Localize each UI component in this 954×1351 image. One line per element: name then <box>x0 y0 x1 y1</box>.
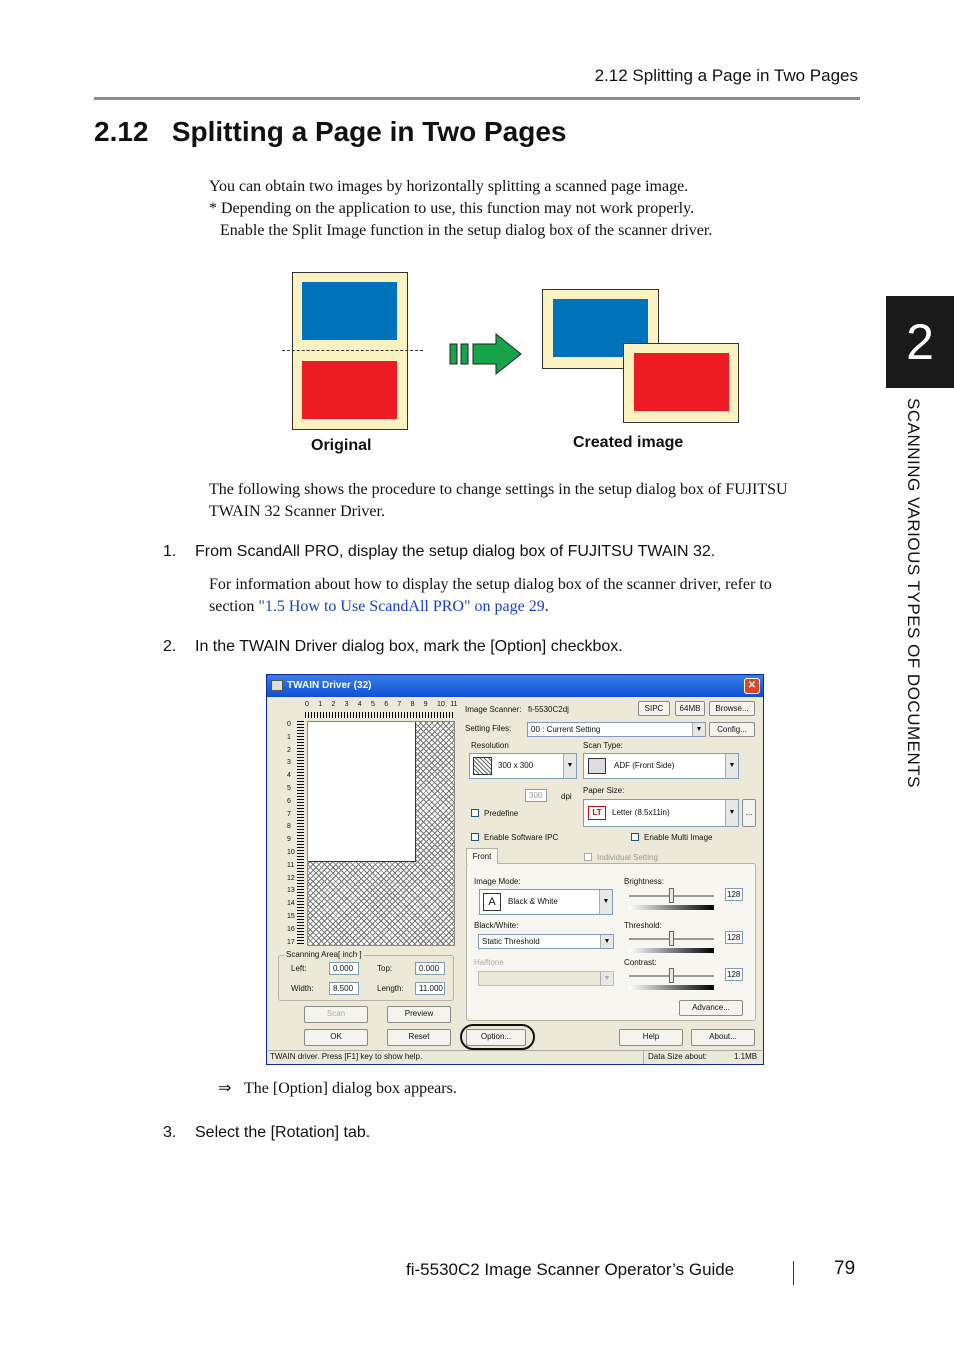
intro-line-2: * Depending on the application to use, this function may not work properly. <box>209 200 695 217</box>
created-red-block <box>634 353 729 411</box>
preview-page <box>308 722 416 862</box>
ruler-left-label: 15 <box>287 913 295 920</box>
enable-multi-image-label: Enable Multi Image <box>644 833 713 842</box>
original-blue-block <box>302 282 397 340</box>
original-label: Original <box>311 437 372 454</box>
resolution-label: Resolution <box>471 741 509 750</box>
result-text: The [Option] dialog box appears. <box>244 1080 457 1097</box>
dialog-title: TWAIN Driver (32) <box>287 680 372 691</box>
original-page <box>292 272 408 430</box>
ruler-left-label: 17 <box>287 938 295 946</box>
step-3-text: Select the [Rotation] tab. <box>195 1124 371 1141</box>
setting-files-label: Setting Files: <box>465 724 512 733</box>
intro-line-3: Enable the Split Image function in the setup dialog box of the scanner driver. <box>220 222 713 239</box>
ruler-left-label: 14 <box>287 900 295 908</box>
twain-driver-dialog <box>266 674 764 1065</box>
brightness-label: Brightness: <box>624 877 665 886</box>
scan-button[interactable]: Scan <box>304 1006 368 1023</box>
status-text: TWAIN driver. Press [F1] key to show help. <box>270 1052 423 1061</box>
ruler-top <box>305 701 458 721</box>
config-button[interactable]: Config... <box>709 722 755 737</box>
chevron-down-icon: ▼ <box>563 754 576 778</box>
resolution-value: 300 x 300 <box>498 761 534 770</box>
ok-button[interactable]: OK <box>304 1029 368 1046</box>
predefine-checkbox[interactable] <box>471 809 479 817</box>
header-rule <box>94 97 860 100</box>
enable-multi-image-checkbox[interactable] <box>631 833 639 841</box>
width-label: Width: <box>291 984 314 993</box>
ruler-left-label: 12 <box>287 874 295 882</box>
paper-size-select[interactable] <box>583 799 739 827</box>
status-bar <box>268 1050 762 1064</box>
chevron-down-icon: ▼ <box>599 890 612 914</box>
memory-indicator: 64MB <box>675 701 705 716</box>
browse-button[interactable]: Browse... <box>709 701 755 716</box>
ruler-top-label: 8 <box>410 701 415 708</box>
threshold-thumb[interactable] <box>669 931 674 946</box>
chevron-down-icon: ▼ <box>725 800 738 826</box>
setting-files-value: 00 : Current Setting <box>531 725 601 734</box>
enable-software-ipc-label: Enable Software IPC <box>484 833 559 842</box>
option-highlight <box>460 1024 535 1050</box>
data-size-value: 1.1MB <box>734 1052 758 1061</box>
contrast-value: 128 <box>725 968 743 981</box>
footer-guide-title: fi-5530C2 Image Scanner Operator’s Guide <box>406 1260 735 1279</box>
custom-resolution-field[interactable]: 300 <box>525 789 547 802</box>
left-label: Left: <box>291 964 307 973</box>
result-arrow: ⇒ <box>218 1080 232 1097</box>
contrast-gradient <box>629 985 714 990</box>
ruler-top-label: 4 <box>357 701 362 708</box>
ruler-top-ticks <box>305 712 455 718</box>
letter-icon: LT <box>588 806 606 820</box>
created-page-bottom <box>623 343 739 423</box>
chevron-down-icon: ▼ <box>725 754 738 778</box>
step-2-text: In the TWAIN Driver dialog box, mark the [Option] checkbox. <box>195 638 623 655</box>
scan-type-select[interactable] <box>583 753 739 779</box>
ruler-left-ticks <box>297 721 304 946</box>
threshold-gradient <box>629 948 714 953</box>
ruler-top-label: 7 <box>397 701 402 708</box>
running-header: 2.12 Splitting a Page in Two Pages <box>594 66 858 85</box>
about-button[interactable]: About... <box>691 1029 755 1046</box>
scanner-app-icon <box>271 680 283 691</box>
chevron-down-icon: ▼ <box>692 723 705 736</box>
left-field[interactable]: 0.000 <box>329 962 359 975</box>
ruler-left-label: 1 <box>287 733 291 741</box>
arrow-head <box>473 334 521 374</box>
ruler-top-label: 0 <box>305 701 309 708</box>
ruler-top-label: 5 <box>371 701 375 708</box>
reset-button[interactable]: Reset <box>387 1029 451 1046</box>
procedure-line-1: The following shows the procedure to change settings in the setup dialog box of FUJITSU <box>209 481 788 498</box>
scan-type-value: ADF (Front Side) <box>614 761 675 770</box>
paper-size-label: Paper Size: <box>583 786 625 795</box>
chevron-down-icon: ▼ <box>600 935 613 948</box>
preview-button[interactable]: Preview <box>387 1006 451 1023</box>
ruler-left-label: 16 <box>287 925 295 933</box>
length-field[interactable]: 11.000 <box>415 982 445 995</box>
ruler-left-label: 7 <box>287 810 291 818</box>
chevron-down-icon: ▼ <box>600 972 613 985</box>
black-white-value: Static Threshold <box>482 937 540 946</box>
bw-mode-icon: A <box>483 893 501 911</box>
halftone-label: Halftone <box>474 958 504 967</box>
ruler-left-label: 4 <box>287 772 291 780</box>
threshold-label: Threshold: <box>624 921 662 930</box>
contrast-thumb[interactable] <box>669 968 674 983</box>
data-size-label: Data Size about: <box>648 1052 708 1061</box>
paper-size-value: Letter (8.5x11in) <box>612 808 670 817</box>
ruler-left-label: 8 <box>287 823 291 831</box>
ruler-left-label: 11 <box>287 861 295 869</box>
dpi-label: dpi <box>561 792 572 801</box>
section-link[interactable]: "1.5 How to Use ScandAll PRO" on page 29 <box>258 598 545 615</box>
sipc-indicator: SIPC <box>638 701 670 716</box>
halftone-select[interactable] <box>478 971 614 986</box>
chapter-number-tab: 2 <box>886 296 954 388</box>
ruler-top-label: 9 <box>423 701 428 708</box>
contrast-label: Contrast: <box>624 958 657 967</box>
split-line <box>282 350 423 351</box>
advance-button[interactable]: Advance... <box>679 1000 743 1016</box>
ruler-top-label: 2 <box>331 701 336 708</box>
ruler-left-label: 2 <box>287 746 291 754</box>
black-white-select[interactable] <box>478 934 614 949</box>
step-1-sub-section: section <box>209 598 259 615</box>
ruler-left-label: 10 <box>287 849 295 856</box>
tab-front[interactable]: Front <box>466 848 498 864</box>
step-1-number: 1. <box>163 543 177 560</box>
enable-software-ipc-checkbox[interactable] <box>471 833 479 841</box>
step-1-sub-line-2 <box>209 596 772 618</box>
image-scanner-label: Image Scanner: <box>465 705 522 714</box>
resolution-icon <box>473 757 492 775</box>
length-label: Length: <box>377 984 404 993</box>
chapter-title-vertical: SCANNING VARIOUS TYPES OF DOCUMENTS <box>904 398 923 788</box>
black-white-label: Black/White: <box>474 921 519 930</box>
option-button[interactable]: Option... <box>466 1029 526 1046</box>
ruler-top-label: 11 <box>450 701 458 708</box>
step-1-sub-period: . <box>544 598 549 615</box>
predefine-label: Predefine <box>484 809 519 818</box>
ruler-top-label: 1 <box>318 701 323 708</box>
page-number: 79 <box>834 1258 856 1279</box>
image-mode-value: Black & White <box>508 897 558 906</box>
intro-text <box>209 176 712 242</box>
dialog-titlebar <box>267 675 763 697</box>
top-field[interactable]: 0.000 <box>415 962 445 975</box>
section-title: 2.12 Splitting a Page in Two Pages <box>94 116 567 147</box>
individual-setting-checkbox[interactable] <box>584 853 592 861</box>
close-icon[interactable]: ✕ <box>744 678 760 694</box>
procedure-intro <box>209 479 788 523</box>
paper-size-more-button[interactable]: ... <box>742 799 756 827</box>
arrow-bar-2 <box>461 344 468 364</box>
ruler-left-label: 3 <box>287 759 291 767</box>
procedure-line-2: TWAIN 32 Scanner Driver. <box>209 503 385 520</box>
resolution-select[interactable] <box>469 753 577 779</box>
image-mode-label: Image Mode: <box>474 877 521 886</box>
footer-divider <box>793 1261 794 1285</box>
original-red-block <box>302 361 397 419</box>
step-1-sub-line-1: For information about how to display the setup dialog box of the scanner driver, refer to <box>209 576 772 593</box>
step-1-text: From ScandAll PRO, display the setup dialog box of FUJITSU TWAIN 32. <box>195 543 716 560</box>
ruler-left-label: 0 <box>287 721 291 728</box>
brightness-thumb[interactable] <box>669 888 674 903</box>
status-divider <box>643 1051 644 1064</box>
ruler-top-label: 10 <box>437 701 445 708</box>
ruler-left-label: 5 <box>287 785 291 792</box>
image-mode-select[interactable] <box>479 889 613 915</box>
ruler-left-label: 13 <box>287 887 295 895</box>
step-2-number: 2. <box>163 638 177 655</box>
brightness-gradient <box>629 905 714 910</box>
intro-line-1: You can obtain two images by horizontally splitting a scanned page image. <box>209 178 689 195</box>
ruler-left-label: 6 <box>287 797 291 805</box>
threshold-value: 128 <box>725 931 743 944</box>
width-field[interactable]: 8.500 <box>329 982 359 995</box>
arrow-bar-1 <box>450 344 457 364</box>
individual-setting-label: Individual Setting <box>597 853 658 862</box>
arrow-icon <box>448 330 524 378</box>
scanning-area-label: Scanning Area[ inch ] <box>286 950 362 959</box>
scan-type-label: Scan Type: <box>583 741 623 750</box>
ruler-top-label: 3 <box>344 701 349 708</box>
adf-icon <box>588 758 606 774</box>
brightness-value: 128 <box>725 888 743 901</box>
image-scanner-value: fi-5530C2dj <box>528 705 569 714</box>
top-label: Top: <box>377 964 393 973</box>
ruler-left-label: 9 <box>287 836 291 844</box>
step-3-number: 3. <box>163 1124 177 1141</box>
setting-files-select[interactable] <box>527 722 706 737</box>
help-button[interactable]: Help <box>619 1029 683 1046</box>
ruler-left <box>287 721 307 946</box>
ruler-top-label: 6 <box>384 701 389 708</box>
step-1-sub <box>209 574 772 618</box>
created-image-label: Created image <box>573 434 684 451</box>
